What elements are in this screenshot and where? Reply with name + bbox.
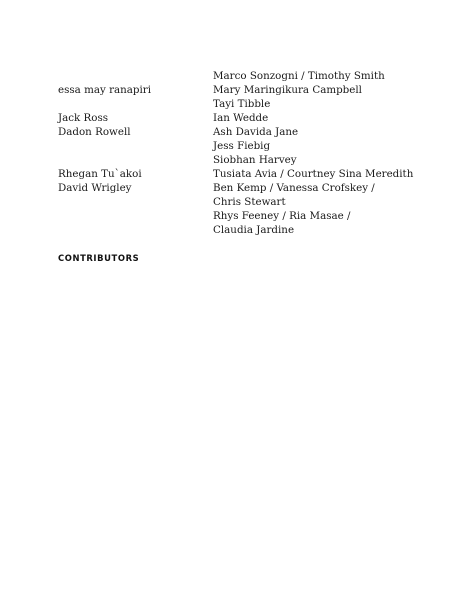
credit-row bbox=[0, 125, 467, 139]
author-name: Tayi Tibble bbox=[213, 98, 271, 110]
author-name: Ben Kemp / Vanessa Crofskey / bbox=[213, 182, 375, 194]
translator-name: David Wrigley bbox=[58, 182, 132, 194]
contributors-heading: CONTRIBUTORS bbox=[58, 253, 140, 263]
credit-row bbox=[0, 181, 467, 195]
credit-row bbox=[0, 167, 467, 181]
credit-row bbox=[0, 139, 467, 153]
author-name: Tusiata Avia / Courtney Sina Meredith bbox=[213, 168, 414, 180]
credit-row bbox=[0, 153, 467, 167]
author-name: Jess Fiebig bbox=[213, 140, 271, 152]
credit-row bbox=[0, 195, 467, 209]
translator-name: essa may ranapiri bbox=[58, 84, 151, 96]
credit-row bbox=[0, 83, 467, 97]
author-name: Ash Davida Jane bbox=[213, 126, 299, 138]
author-name: Rhys Feeney / Ria Masae / bbox=[213, 210, 351, 222]
translator-name: Jack Ross bbox=[58, 112, 109, 124]
author-name: Mary Maringikura Campbell bbox=[213, 84, 362, 96]
credit-row bbox=[0, 209, 467, 223]
author-name: Ian Wedde bbox=[213, 112, 269, 124]
author-name: Siobhan Harvey bbox=[213, 154, 297, 166]
translator-name: Dadon Rowell bbox=[58, 126, 131, 138]
credit-row bbox=[0, 223, 467, 237]
credit-row bbox=[0, 111, 467, 125]
author-name: Claudia Jardine bbox=[213, 224, 295, 236]
author-name: Marco Sonzogni / Timothy Smith bbox=[213, 70, 385, 82]
credit-row bbox=[0, 69, 467, 83]
author-name: Chris Stewart bbox=[213, 196, 286, 208]
translator-name: Rhegan Tu`akoi bbox=[58, 168, 142, 180]
credit-row bbox=[0, 97, 467, 111]
